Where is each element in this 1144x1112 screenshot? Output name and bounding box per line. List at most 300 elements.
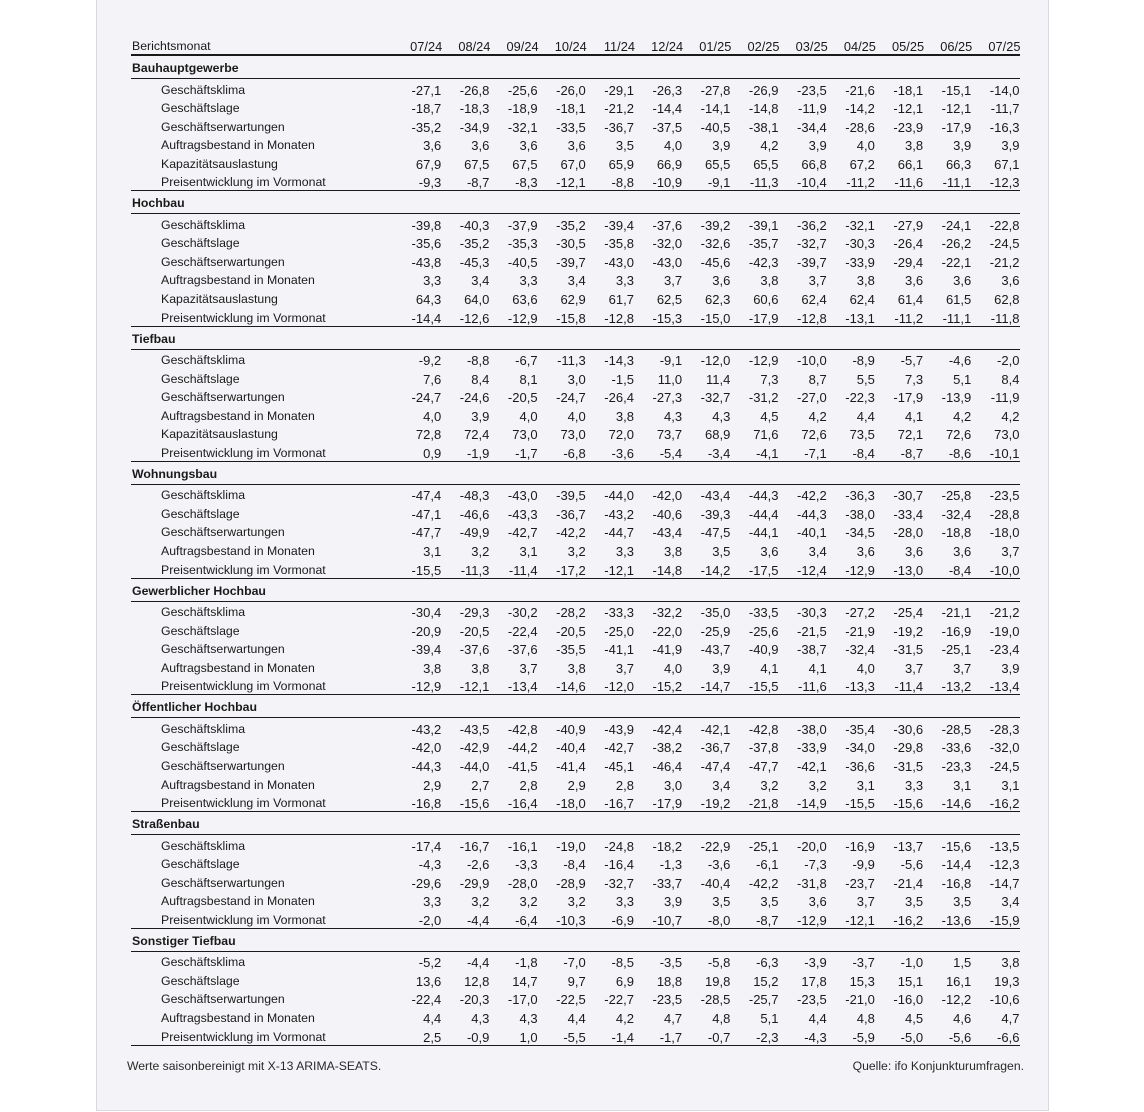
table-cell: -42,8 (507, 721, 538, 737)
table-cell: -28,0 (507, 875, 538, 891)
table-cell: -33,6 (941, 740, 972, 756)
row-label: Geschäftsklima (161, 721, 246, 736)
table-cell: -32,7 (797, 236, 827, 252)
table-cell: -23,3 (941, 758, 972, 774)
table-cell: -11,9 (990, 390, 1020, 406)
section-rows (131, 78, 1020, 191)
table-cell: -40,6 (652, 506, 683, 522)
table-row (131, 214, 1020, 233)
table-row (131, 540, 1020, 559)
table-cell: -5,8 (707, 955, 731, 971)
table-cell: -40,1 (797, 525, 827, 541)
table-cell: -48,3 (459, 488, 490, 504)
table-cell: -30,6 (893, 721, 924, 737)
table-row (131, 98, 1020, 117)
table-cell: -4,1 (756, 445, 779, 461)
table-cell: 66,9 (656, 156, 683, 172)
table-cell: -18,1 (556, 101, 586, 117)
table-cell: -44,2 (507, 740, 538, 756)
table-cell: 6,9 (615, 973, 634, 989)
table-cell: 8,1 (519, 371, 538, 387)
table-cell: -13,2 (941, 679, 972, 695)
table-cell: -14,0 (989, 82, 1020, 98)
table-cell: -10,0 (989, 562, 1020, 578)
table-row (131, 116, 1020, 135)
table-cell: 3,7 (904, 660, 924, 676)
table-cell: 4,4 (808, 1010, 827, 1026)
table-cell: 3,3 (423, 273, 442, 289)
table-cell: 8,4 (1001, 371, 1020, 387)
row-label: Preisentwicklung im Vormonat (161, 310, 326, 325)
table-cell: -15,9 (989, 912, 1020, 928)
table-cell: 62,8 (994, 292, 1020, 308)
section-heading (131, 327, 1020, 349)
row-label: Preisentwicklung im Vormonat (161, 796, 326, 811)
table-cell: 62,4 (849, 292, 875, 308)
table-cell: -14,7 (989, 875, 1020, 891)
table-cell: 3,8 (471, 660, 490, 676)
table-cell: -1,7 (515, 445, 538, 461)
table-cell: 4,5 (904, 1010, 924, 1026)
table-cell: -39,8 (411, 217, 442, 233)
table-cell: -24,1 (941, 217, 972, 233)
table-cell: -31,8 (797, 875, 827, 891)
table-cell: -8,8 (611, 175, 634, 191)
row-label: Geschäftsklima (161, 605, 246, 620)
table-row (131, 135, 1020, 154)
table-cell: 4,0 (856, 138, 875, 154)
table-cell: 3,7 (856, 894, 875, 910)
table-cell: -36,7 (556, 506, 586, 522)
table-cell: 3,8 (664, 544, 683, 560)
table-cell: -1,9 (466, 445, 490, 461)
table-cell: 3,8 (567, 660, 586, 676)
table-cell: -16,9 (845, 838, 875, 854)
table-cell: -17,4 (411, 838, 442, 854)
table-cell: 61,5 (945, 292, 972, 308)
table-cell: -25,0 (604, 623, 634, 639)
table-cell: -11,3 (460, 562, 490, 578)
table-cell: 3,4 (1001, 894, 1020, 910)
table-cell: 4,0 (423, 408, 442, 424)
table-cell: -12,8 (797, 310, 827, 326)
table-cell: 72,0 (608, 427, 634, 443)
table-cell: 3,7 (953, 660, 972, 676)
table-cell: -16,1 (507, 838, 538, 854)
table-row (131, 639, 1020, 658)
table-cell: -42,2 (748, 875, 779, 891)
header-month: 08/24 (458, 39, 491, 54)
table-cell: -12,8 (604, 310, 634, 326)
table-cell: 17,8 (801, 973, 827, 989)
row-label: Geschäftserwartungen (161, 642, 285, 657)
table-cell: -14,9 (797, 796, 827, 812)
table-row (131, 442, 1020, 461)
table-cell: -14,8 (652, 562, 683, 578)
row-label: Preisentwicklung im Vormonat (161, 175, 326, 190)
table-cell: -22,7 (604, 992, 634, 1008)
table-cell: -42,1 (797, 758, 827, 774)
table-cell: -36,2 (797, 217, 827, 233)
table-cell: 19,3 (994, 973, 1020, 989)
table-cell: -10,7 (652, 912, 683, 928)
table-row (131, 872, 1020, 891)
table-cell: -1,7 (659, 1029, 683, 1045)
header-month: 04/25 (843, 39, 876, 54)
table-cell: -38,0 (845, 506, 875, 522)
table-cell: -39,4 (604, 217, 634, 233)
table-cell: -29,3 (459, 605, 490, 621)
table-cell: 3,2 (808, 777, 827, 793)
table-cell: 3,8 (615, 408, 634, 424)
table-cell: -43,0 (604, 254, 634, 270)
table-row (131, 657, 1020, 676)
table-cell: -8,4 (948, 562, 972, 578)
table-cell: -20,5 (556, 623, 586, 639)
section-title: Sonstiger Tiefbau (132, 933, 236, 948)
row-label: Geschäftserwartungen (161, 254, 285, 269)
table-cell: -1,8 (515, 955, 538, 971)
table-cell: 16,1 (945, 973, 972, 989)
table-cell: 66,3 (945, 156, 972, 172)
table-cell: -22,4 (411, 992, 442, 1008)
table-cell: -34,0 (845, 740, 875, 756)
table-cell: 4,0 (567, 408, 586, 424)
table-cell: 11,0 (657, 371, 683, 387)
table-row (131, 503, 1020, 522)
table-cell: -37,9 (507, 217, 538, 233)
table-cell: -39,1 (748, 217, 779, 233)
table-cell: -31,5 (893, 758, 924, 774)
table-cell: -37,8 (748, 740, 779, 756)
table-cell: 3,7 (1001, 544, 1020, 560)
table-cell: 3,3 (615, 273, 634, 289)
section-rows (131, 484, 1020, 579)
table-cell: -8,8 (466, 353, 490, 369)
table-cell: -21,2 (604, 101, 634, 117)
table-cell: -36,7 (700, 740, 731, 756)
table-cell: 3,8 (760, 273, 779, 289)
table-cell: 3,2 (760, 777, 779, 793)
table-cell: -14,3 (604, 353, 634, 369)
table-row (131, 1026, 1020, 1045)
table-cell: -9,9 (852, 857, 875, 873)
table-cell: 4,3 (471, 1010, 490, 1026)
table-cell: -17,9 (652, 796, 683, 812)
table-cell: 3,3 (615, 894, 634, 910)
table-cell: -17,2 (556, 562, 586, 578)
row-label: Kapazitätsauslastung (161, 156, 278, 171)
table-cell: -16,4 (604, 857, 634, 873)
table-row (131, 989, 1020, 1008)
row-label: Geschäftserwartungen (161, 119, 285, 134)
table-cell: -18,8 (941, 525, 972, 541)
table-cell: -32,4 (941, 506, 972, 522)
table-cell: 3,9 (471, 408, 490, 424)
table-cell: -5,2 (418, 955, 442, 971)
table-cell: -6,4 (515, 912, 538, 928)
table-cell: 72,4 (464, 427, 490, 443)
table-cell: 4,2 (953, 408, 972, 424)
table-cell: -40,4 (556, 740, 586, 756)
table-cell: -24,6 (459, 390, 490, 406)
table-cell: -12,0 (604, 679, 634, 695)
table-cell: -2,0 (997, 353, 1020, 369)
table-cell: -30,2 (507, 605, 538, 621)
table-cell: 72,6 (945, 427, 972, 443)
table-cell: -45,6 (700, 254, 731, 270)
table-cell: -25,4 (893, 605, 924, 621)
table-cell: -37,6 (459, 642, 490, 658)
table-cell: 2,8 (615, 777, 634, 793)
table-cell: -32,4 (845, 642, 875, 658)
table-cell: -4,4 (466, 912, 490, 928)
table-cell: -3,9 (804, 955, 827, 971)
table-cell: 3,5 (712, 544, 731, 560)
table-cell: 3,9 (953, 138, 972, 154)
table-cell: 2,9 (567, 777, 586, 793)
table-cell: -44,3 (797, 506, 827, 522)
row-label: Auftragsbestand in Monaten (161, 894, 315, 909)
table-cell: -9,1 (659, 353, 683, 369)
table-cell: 66,8 (801, 156, 827, 172)
table-cell: -3,4 (707, 445, 731, 461)
table-cell: 4,3 (664, 408, 683, 424)
table-cell: 66,1 (897, 156, 924, 172)
table-cell: 9,7 (567, 973, 586, 989)
table-cell: 15,2 (753, 973, 779, 989)
table-cell: -45,1 (604, 758, 634, 774)
table-cell: -13,5 (989, 838, 1020, 854)
table-cell: 63,6 (512, 292, 538, 308)
table-cell: 3,6 (1001, 273, 1020, 289)
table-cell: -15,1 (941, 82, 972, 98)
table-cell: 4,0 (664, 138, 683, 154)
section-heading (131, 695, 1020, 717)
table-cell: -32,7 (604, 875, 634, 891)
table-cell: -17,0 (507, 992, 538, 1008)
table-cell: 67,2 (849, 156, 875, 172)
table-cell: 3,9 (1001, 660, 1020, 676)
table-cell: -14,6 (941, 796, 972, 812)
table-cell: -18,0 (989, 525, 1020, 541)
section-rows (131, 717, 1020, 812)
table-cell: -43,7 (700, 642, 731, 658)
table-cell: -6,7 (515, 353, 538, 369)
table-cell: -5,9 (852, 1029, 875, 1045)
source-note: Quelle: ifo Konjunkturumfragen. (852, 1059, 1024, 1073)
table-cell: -3,7 (852, 955, 875, 971)
row-label: Auftragsbestand in Monaten (161, 408, 315, 423)
table-cell: 3,6 (567, 138, 586, 154)
table-cell: -19,0 (556, 838, 586, 854)
table-cell: -0,7 (707, 1029, 731, 1045)
table-cell: 65,9 (608, 156, 634, 172)
table-row (131, 835, 1020, 854)
table-cell: -34,5 (845, 525, 875, 541)
table-cell: -22,9 (700, 838, 731, 854)
table-cell: -30,3 (845, 236, 875, 252)
table-cell: -28,8 (989, 506, 1020, 522)
table-cell: -12,9 (797, 912, 827, 928)
table-cell: -24,8 (604, 838, 634, 854)
row-label: Geschäftslage (161, 740, 240, 755)
table-cell: -16,7 (459, 838, 490, 854)
table-cell: -16,0 (893, 992, 924, 1008)
section-heading (131, 929, 1020, 951)
row-label: Preisentwicklung im Vormonat (161, 912, 326, 927)
table-cell: -16,2 (989, 796, 1020, 812)
table-cell: -41,1 (604, 642, 634, 658)
table-cell: -42,0 (411, 740, 442, 756)
table-cell: -27,3 (652, 390, 683, 406)
table-cell: -28,2 (556, 605, 586, 621)
table-cell: 14,7 (512, 973, 538, 989)
table-cell: -39,4 (411, 642, 442, 658)
table-cell: -10,3 (556, 912, 586, 928)
table-cell: 4,8 (856, 1010, 875, 1026)
table-cell: 1,0 (519, 1029, 538, 1045)
table-cell: -27,9 (893, 217, 924, 233)
table-cell: -10,9 (652, 175, 683, 191)
table-cell: -31,2 (748, 390, 779, 406)
table-cell: -43,9 (604, 721, 634, 737)
table-cell: 3,6 (953, 273, 972, 289)
table-cell: -21,6 (845, 82, 875, 98)
row-label: Geschäftsklima (161, 838, 246, 853)
table-cell: 4,5 (760, 408, 779, 424)
table-cell: 13,6 (415, 973, 442, 989)
table-cell: 4,0 (664, 660, 683, 676)
table-cell: 8,4 (471, 371, 490, 387)
row-label: Auftragsbestand in Monaten (161, 1010, 315, 1025)
table-cell: 1,5 (953, 955, 972, 971)
table-cell: -18,0 (556, 796, 586, 812)
table-cell: -12,9 (845, 562, 875, 578)
table-cell: -12,1 (845, 912, 875, 928)
table-cell: -8,5 (611, 955, 634, 971)
table-cell: -20,5 (507, 390, 538, 406)
table-cell: 3,5 (712, 894, 731, 910)
table-cell: 3,9 (712, 138, 731, 154)
table-cell: -47,4 (411, 488, 442, 504)
table-cell: -38,0 (797, 721, 827, 737)
row-label: Geschäftslage (161, 371, 240, 386)
table-cell: -39,5 (556, 488, 586, 504)
table-cell: 62,9 (560, 292, 586, 308)
row-label: Auftragsbestand in Monaten (161, 777, 315, 792)
table-cell: 3,3 (423, 894, 442, 910)
table-cell: -26,3 (652, 82, 683, 98)
table-cell: -29,1 (604, 82, 634, 98)
table-cell: -43,4 (700, 488, 731, 504)
section-title: Straßenbau (132, 817, 200, 832)
table-cell: -28,9 (556, 875, 586, 891)
table-cell: -35,4 (845, 721, 875, 737)
table-cell: -22,5 (556, 992, 586, 1008)
table-cell: -43,0 (507, 488, 538, 504)
table-cell: -10,0 (797, 353, 827, 369)
table-cell: -39,7 (556, 254, 586, 270)
table-cell: -12,2 (941, 992, 972, 1008)
table-cell: -8,9 (852, 353, 875, 369)
table-cell: 3,6 (760, 544, 779, 560)
table-cell: 3,6 (904, 273, 924, 289)
table-cell: 3,9 (1001, 138, 1020, 154)
table-cell: 2,7 (471, 777, 490, 793)
table-cell: 4,2 (808, 408, 827, 424)
table-cell: 3,2 (471, 894, 490, 910)
table-cell: -30,7 (893, 488, 924, 504)
table-cell: 3,7 (808, 273, 827, 289)
table-cell: 3,7 (615, 660, 634, 676)
table-row (131, 172, 1020, 191)
table-cell: -28,0 (893, 525, 924, 541)
row-label: Geschäftsklima (161, 217, 246, 232)
table-cell: -39,2 (700, 217, 731, 233)
section-heading (131, 812, 1020, 834)
table-cell: 4,2 (615, 1010, 634, 1026)
table-cell: -16,4 (507, 796, 538, 812)
table-cell: -22,3 (845, 390, 875, 406)
table-cell: -8,7 (466, 175, 490, 191)
section-title: Öffentlicher Hochbau (132, 700, 258, 715)
table-cell: -11,1 (942, 310, 972, 326)
row-label: Preisentwicklung im Vormonat (161, 562, 326, 577)
table-cell: 3,9 (808, 138, 827, 154)
table-cell: -14,8 (748, 101, 779, 117)
row-label: Auftragsbestand in Monaten (161, 660, 315, 675)
table-cell: 73,7 (656, 427, 683, 443)
row-label: Geschäftsklima (161, 82, 246, 97)
table-cell: 61,4 (897, 292, 924, 308)
table-row (131, 952, 1020, 971)
table-row (131, 891, 1020, 910)
table-cell: -1,4 (611, 1029, 634, 1045)
table-cell: -8,7 (756, 912, 779, 928)
table-cell: -41,5 (507, 758, 538, 774)
table-cell: -15,6 (459, 796, 490, 812)
table-cell: 3,9 (664, 894, 683, 910)
table-cell: -2,6 (466, 857, 490, 873)
table-cell: -29,6 (411, 875, 442, 891)
table-cell: 60,6 (753, 292, 779, 308)
table-row (131, 522, 1020, 541)
table-cell: 7,3 (904, 371, 924, 387)
table-cell: -1,5 (611, 371, 634, 387)
table-cell: -34,9 (459, 119, 490, 135)
table-cell: -8,6 (948, 445, 972, 461)
table-row (131, 602, 1020, 621)
table-cell: 3,6 (423, 138, 442, 154)
table-cell: 3,2 (471, 544, 490, 560)
table-cell: -20,0 (797, 838, 827, 854)
table-cell: 3,4 (808, 544, 827, 560)
table-cell: -8,4 (852, 445, 875, 461)
table-cell: -15,6 (941, 838, 972, 854)
table-cell: -20,9 (411, 623, 442, 639)
table-cell: -33,9 (845, 254, 875, 270)
table-row (131, 387, 1020, 406)
table-cell: -13,9 (941, 390, 972, 406)
table-cell: 3,2 (519, 894, 538, 910)
table-cell: -44,4 (748, 506, 779, 522)
table-cell: 4,0 (856, 660, 875, 676)
table-cell: -23,4 (989, 642, 1020, 658)
table-cell: -29,8 (893, 740, 924, 756)
table-cell: -42,9 (459, 740, 490, 756)
section-title: Hochbau (132, 196, 185, 211)
